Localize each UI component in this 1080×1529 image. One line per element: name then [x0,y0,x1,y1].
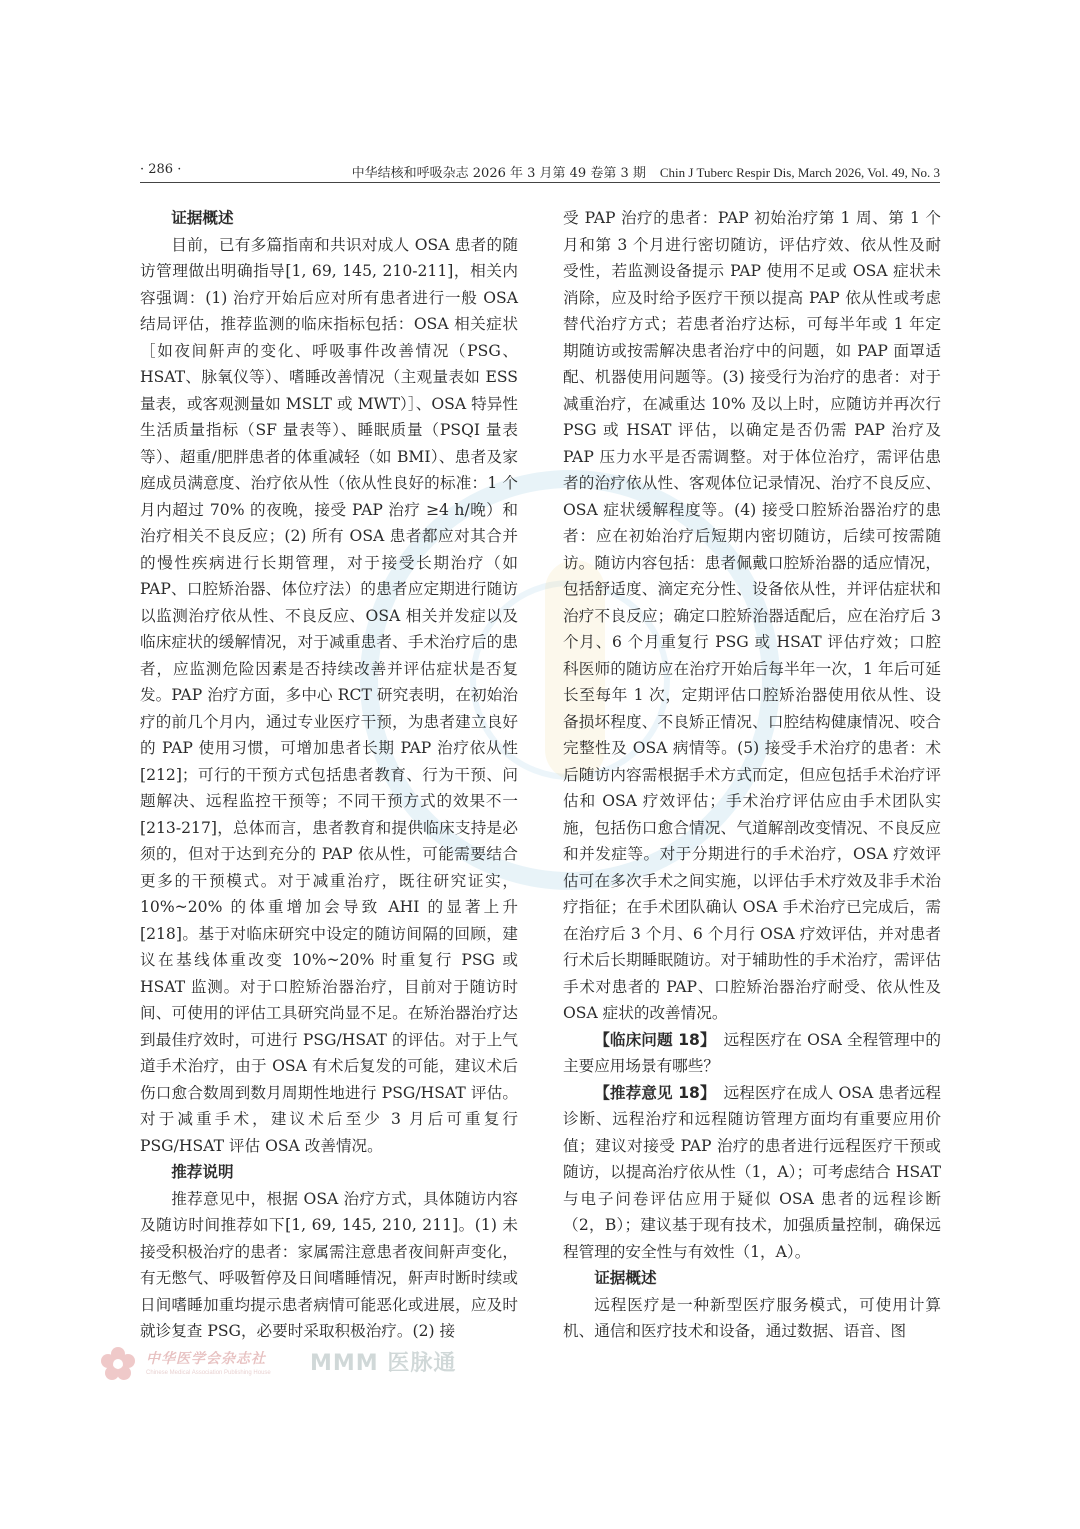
clinical-question-label: 【临床问题 18】 [594,1030,708,1049]
recommendation-label: 【推荐意见 18】 [594,1083,708,1102]
evidence-paragraph: 目前，已有多篇指南和共识对成人 OSA 患者的随访管理做出明确指导[1, 69, 145, 210-211]，相关内容强调：(1) 治疗开始后应对所有患者进行一般 OSA 结局评估，推荐监测的临床指标包括：OSA 相关症状［如夜间鼾声的变化、呼吸事件改善情况（PSG、HSAT、脉氧仪等）、嗜睡改善情况（主观量表如 ESS 量表，或客观测量如 MSLT 或 MWT）］、OSA 特异性生活质量指标（SF 量表等）、睡眠质量（PSQI 量表等）、超重/肥胖患者的体重减轻（如 BMI）、患者及家庭成员满意度、治疗依从性（依从性良好的标准：1 个月内超过 70% 的夜晚，接受 PAP 治疗 ≥4 h/晚）和治疗相关不良反应；(2) 所有 OSA 患者都应对其合并的慢性疾病进行长期管理，对于接受长期治疗（如 PAP、口腔矫治器、体位疗法）的患者应定期进行随访以监测治疗依从性、不良反应、OSA 相关并发症以及临床症状的缓解情况，对于减重患者、手术治疗后的患者，应监测危险因素是否持续改善并评估症状是否复发。PAP 治疗方面，多中心 RCT 研究表明，在初始治疗的前几个月内，通过专业医疗干预，为患者建立良好的 PAP 使用习惯，可增加患者长期 PAP 治疗依从性[212]；可行的干预方式包括患者教育、行为干预、问题解决、远程监控干预等；不同干预方式的效果不一[213-217]，总体而言，患者教育和提供临床支持是必须的，但对于达到充分的 PAP 依从性，可能需要结合更多的干预模式。对于减重治疗，既往研究证实，10%~20% 的体重增加会导致 AHI 的显著上升[218]。基于对临床研究中设定的随访间隔的回顾，建议在基线体重改变 10%~20% 时重复行 PSG 或 HSAT 监测。对于口腔矫治器治疗，目前对于随访时间、可使用的评估工具研究尚显不足。在矫治器治疗达到最佳疗效时，可进行 PSG/HSAT 的评估。对于上气道手术治疗，由于 OSA 有术后复发的可能，建议术后伤口愈合数周到数月周期性地进行 PSG/HSAT 评估。对于减重手术，建议术后至少 3 月后可重复行 PSG/HSAT 评估 OSA 改善情况。 [140,235,518,1155]
evidence-paragraph-2: 远程医疗是一种新型医疗服务模式，可使用计算机、通信和医疗技术和设备，通过数据、语音、图 [563,1295,941,1340]
recommendation-text: 远程医疗在成人 OSA 患者远程诊断、远程治疗和远程随访管理方面均有重要应用价值；建议对接受 PAP 治疗的患者进行远程医疗干预或随访，以提高治疗依从性（1，A）；可考虑结合 HSAT 与电子问卷评估应用于疑似 OSA 患者的远程诊断（2，B）；建议基于现有技术，加强质量控制，确保远程管理的安全性与有效性（1，A）。 [563,1083,941,1261]
clinical-question-text: 远程医疗在 OSA 全程管理中的主要应用场景有哪些？ [563,1030,941,1075]
brand-watermark: MMM 医脉通 [310,1351,457,1376]
section-heading-evidence: 证据概述 [171,209,234,227]
section-heading-recommendation-notes: 推荐说明 [171,1163,234,1181]
continued-paragraph: 受 PAP 治疗的患者：PAP 初始治疗第 1 周、第 1 个月和第 3 个月进行密切随访，评估疗效、依从性及耐受性，若监测设备提示 PAP 使用不足或 OSA 症状未消除，应及时给予医疗干预以提高 PAP 依从性或考虑替代治疗方式；若患者治疗达标，可每半年或 1 年定期随访或按需解决患者治疗中的问题，如 PAP 面罩适配、机器使用问题等。(3) 接受行为治疗的患者：对于减重治疗，在减重达 10% 及以上时，应随访并再次行 PSG 或 HSAT 评估，以确定是否仍需 PAP 治疗及 PAP 压力水平是否需调整。对于体位治疗，需评估患者的治疗依从性、客观体位记录情况、治疗不良反应、OSA 症状缓解程度等。(4) 接受口腔矫治器治疗的患者：应在初始治疗后短期内密切随访，后续可按需随访。随访内容包括：患者佩戴口腔矫治器的适应情况，包括舒适度、滴定充分性、设备依从性，并评估症状和治疗不良反应；确定口腔矫治器适配后，应在治疗后 3 个月、6 个月重复行 PSG 或 HSAT 评估疗效；口腔科医师的随访应在治疗开始后每半年一次，1 年后可延长至每年 1 次，定期评估口腔矫治器使用依从性、设备损坏程度、不良矫正情况、口腔结构健康情况、咬合完整性及 OSA 病情等。(5) 接受手术治疗的患者：术后随访内容需根据手术方式而定，但应包括手术治疗评估和 OSA 疗效评估；手术治疗评估应由手术团队实施，包括伤口愈合情况、气道解剖改变情况、不良反应和并发症等。对于分期进行的手术治疗，OSA 疗效评估可在多次手术之间实施，以评估手术疗效及非手术治疗指征；在手术团队确认 OSA 手术治疗已完成后，需在治疗后 3 个月、6 个月行 OSA 疗效评估，并对患者行术后长期睡眠随访。对于辅助性的手术治疗，需评估手术对患者的 PAP、口腔矫治器治疗耐受、依从性及 OSA 症状的改善情况。 [563,209,941,1022]
left-column [140,205,518,1345]
publisher-name-cn: 中华医学会杂志社 [146,1351,266,1367]
recommendation-18 [563,1080,941,1266]
journal-running-head [352,162,940,181]
right-column [563,205,941,1345]
flower-logo-icon [100,1346,136,1382]
publisher-name-en: Chinese Medical Association Publishing House [146,1370,271,1376]
journal-name-en: Chin J Tuberc Respir Dis, March 2026, Vol. 49, No. 3 [659,165,940,180]
page-number: · 286 · [140,162,182,177]
publisher-logo [100,1342,500,1388]
journal-name-cn: 中华结核和呼吸杂志 2026 年 3 月第 49 卷第 3 期 [351,166,646,181]
clinical-question-18 [563,1027,941,1080]
section-heading-evidence-2: 证据概述 [594,1269,657,1287]
recommendation-notes-paragraph: 推荐意见中，根据 OSA 治疗方式，具体随访内容及随访时间推荐如下[1, 69, 145, 210, 211]。(1) 未接受积极治疗的患者：家属需注意患者夜间鼾声变化，有无憋气、呼吸暂停及日间嗜睡情况，鼾声时断时续或日间嗜睡加重均提示患者病情可能恶化或进展，应及时就诊复查 PSG，必要时采取积极治疗。(2) 接 [140,1189,518,1340]
page-header [140,160,940,183]
